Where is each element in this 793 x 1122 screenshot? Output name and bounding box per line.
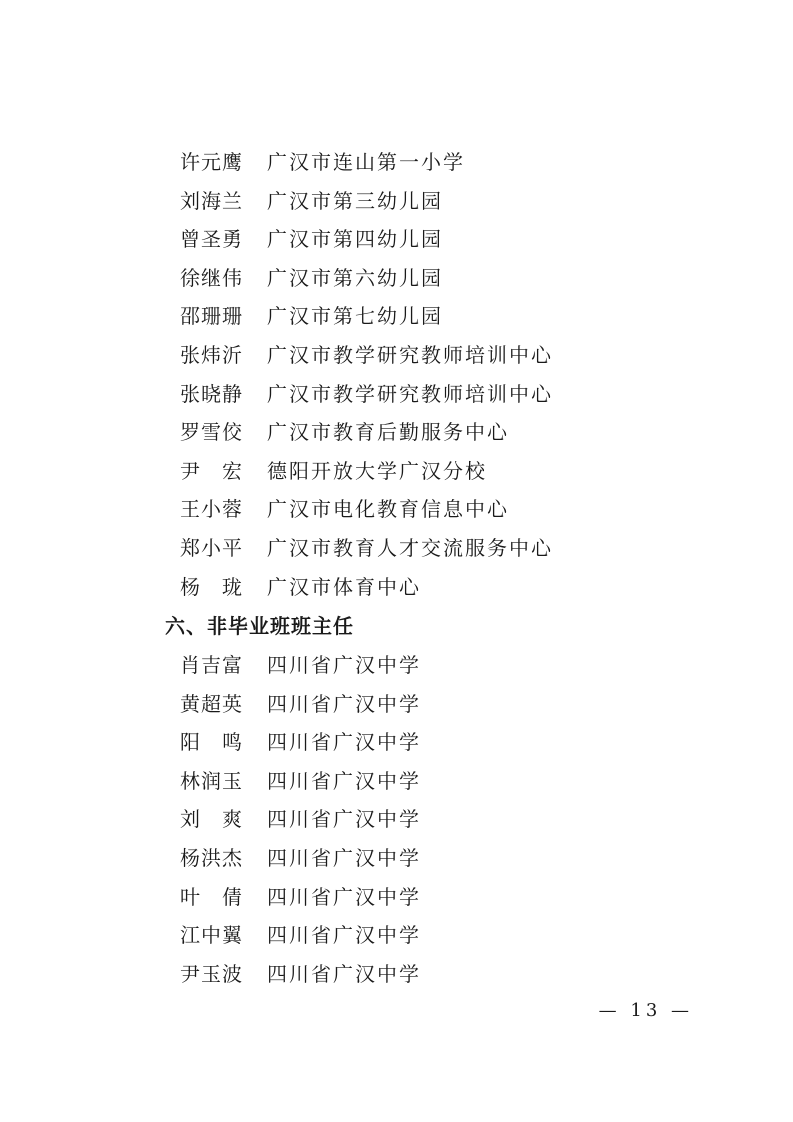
person-name: 许元鹰: [180, 150, 243, 174]
organization: 广汉市第四幼儿园: [267, 227, 443, 252]
person-name: 张晓静: [180, 381, 243, 406]
list-item: [180, 220, 740, 259]
page-number: — 13 —: [598, 1000, 693, 1021]
list-item: [180, 685, 740, 724]
list-item: [180, 259, 740, 298]
organization: 广汉市第七幼儿园: [267, 304, 443, 329]
person-name: 郑小平: [180, 535, 243, 560]
list-item: [180, 143, 740, 182]
person-name: 叶 倩: [180, 884, 243, 909]
organization: 广汉市第六幼儿园: [267, 265, 443, 290]
section-six-heading: 六、非毕业班班主任: [165, 614, 354, 638]
organization: 广汉市教育人才交流服务中心: [267, 535, 553, 560]
list-item: [180, 568, 740, 607]
organization: 四川省广汉中学: [267, 768, 421, 793]
person-name: 刘 爽: [180, 807, 243, 832]
person-name: 曾圣勇: [180, 227, 243, 252]
organization: 德阳开放大学广汉分校: [267, 458, 487, 483]
person-name: 王小蓉: [180, 497, 243, 522]
organization: 四川省广汉中学: [267, 807, 421, 832]
list-item: [180, 762, 740, 801]
list-item: [180, 723, 740, 762]
organization: 广汉市教育后勤服务中心: [267, 420, 509, 445]
list-item: [180, 646, 740, 685]
person-name: 尹 宏: [180, 458, 243, 483]
list-item: [180, 839, 740, 878]
organization: 四川省广汉中学: [267, 845, 421, 870]
organization: 四川省广汉中学: [267, 961, 421, 986]
list-item: [180, 336, 740, 375]
organization: 广汉市教学研究教师培训中心: [267, 342, 553, 367]
list-item: [180, 182, 740, 221]
organization: 四川省广汉中学: [267, 691, 421, 716]
person-name: 刘海兰: [180, 188, 243, 213]
person-name: 江中翼: [180, 923, 243, 948]
person-name: 尹玉波: [180, 961, 243, 986]
person-name: 张炜沂: [180, 342, 243, 367]
list-item: [180, 955, 740, 994]
list-item: [180, 878, 740, 917]
organization: 四川省广汉中学: [267, 653, 421, 677]
person-name: 杨洪杰: [180, 845, 243, 870]
organization: 四川省广汉中学: [267, 730, 421, 755]
list-item: [180, 529, 740, 568]
list-item: [180, 490, 740, 529]
organization: 广汉市体育中心: [267, 574, 421, 599]
organization: 广汉市第三幼儿园: [267, 188, 443, 213]
list-item: [180, 375, 740, 414]
person-name: 邵珊珊: [180, 304, 243, 329]
list-item: [180, 452, 740, 491]
person-name: 黄超英: [180, 691, 243, 716]
organization: 广汉市电化教育信息中心: [267, 497, 509, 522]
list-item: [180, 800, 740, 839]
list-item: [180, 413, 740, 452]
organization: 广汉市连山第一小学: [267, 150, 465, 174]
organization: 广汉市教学研究教师培训中心: [267, 381, 553, 406]
person-name: 阳 鸣: [180, 730, 243, 755]
person-name: 杨 珑: [180, 574, 243, 599]
person-name: 罗雪佼: [180, 420, 243, 445]
person-name: 肖吉富: [180, 653, 243, 677]
organization: 四川省广汉中学: [267, 884, 421, 909]
organization: 四川省广汉中学: [267, 923, 421, 948]
person-name: 徐继伟: [180, 265, 243, 290]
person-name: 林润玉: [180, 768, 243, 793]
section-five-list: [180, 143, 740, 606]
section-six-list: [180, 646, 740, 993]
list-item: [180, 297, 740, 336]
list-item: [180, 916, 740, 955]
